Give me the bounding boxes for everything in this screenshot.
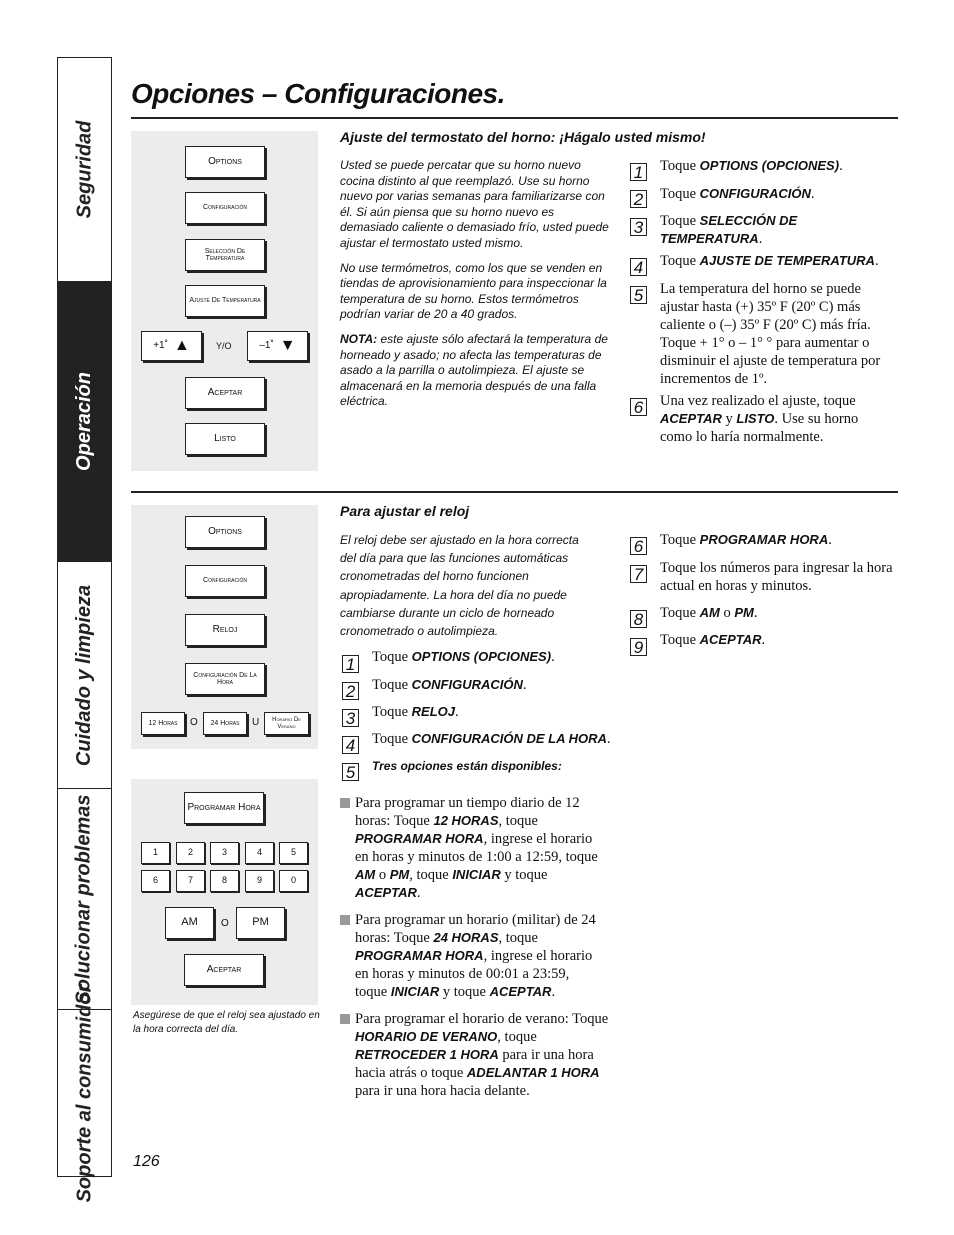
temp-adjust-button[interactable]: Ajuste De Temperatura: [185, 285, 265, 317]
set-clock-button[interactable]: Configuración De La Hora: [185, 663, 265, 695]
key-1[interactable]: 1: [141, 842, 170, 864]
clock-step-6: Toque PROGRAMAR HORA.: [660, 532, 832, 548]
key-name: INICIAR: [452, 867, 501, 882]
am-button[interactable]: AM: [165, 907, 214, 939]
plus-one-button[interactable]: [141, 331, 202, 361]
key-4[interactable]: 4: [245, 842, 274, 864]
key-name: PROGRAMAR HORA: [699, 532, 829, 547]
step-text: . Use su horno como lo haría normalmente.: [660, 411, 859, 445]
bullet-icon: [340, 1014, 350, 1024]
12-hours-button[interactable]: 12 Horas: [141, 712, 185, 735]
clock-caption: Asegúrese de que el reloj sea ajustado en la hora correcta del día.: [133, 1010, 320, 1035]
bullet-text: , toque: [497, 1029, 537, 1045]
step-text: Toque: [372, 677, 412, 693]
accept-button[interactable]: Aceptar: [184, 954, 264, 986]
program-time-button[interactable]: Programar Hora: [184, 792, 264, 824]
option-12-hours: [355, 794, 605, 902]
and-or-label: Y/O: [216, 341, 232, 351]
step-number: 9: [630, 638, 647, 656]
note-text: este ajuste sólo afectará la temperatura de horneado y asado; no afecta las temperaturas de asado a la parrilla o autolimpieza. El ajuste se almacenará en la memoria después de una falla eléctrica.: [340, 331, 608, 409]
minus-label: –1˚: [259, 339, 274, 351]
step-text: Toque: [372, 704, 412, 720]
thermostat-step-2: Toque CONFIGURACIÓN.: [660, 186, 815, 202]
thermostat-step-4: Toque AJUSTE DE TEMPERATURA.: [660, 253, 879, 269]
page-number: 126: [133, 1153, 160, 1170]
key-name: HORARIO DE VERANO: [355, 1029, 498, 1044]
section-tabs: [57, 57, 112, 1202]
bullet-text: , toque: [498, 930, 538, 946]
or-label: U: [252, 717, 260, 728]
key-5[interactable]: 5: [279, 842, 308, 864]
bullet-text: , toque: [409, 867, 453, 883]
tab-label: Cuidado y limpieza: [73, 584, 95, 766]
step-text: Toque: [660, 213, 700, 229]
key-name: RETROCEDER 1 HORA: [355, 1047, 499, 1062]
tab-operacion[interactable]: [58, 282, 111, 562]
ready-button[interactable]: Listo: [185, 423, 265, 455]
configuration-button[interactable]: Configuración: [185, 565, 265, 597]
key-9[interactable]: 9: [245, 870, 274, 892]
key-name: INICIAR: [390, 984, 440, 999]
intro-paragraph: Usted se puede percatar que su horno nuevo cocina distinto al que reemplazó. Use su horno nuevo por varias semanas para familiarizarse con él. Si aún piensa que su horno nuevo es demasiado caliente o demasiado frío, usted puede ajustar el termostato usted mismo.: [340, 158, 609, 250]
key-0[interactable]: 0: [279, 870, 308, 892]
step-text: Toque: [372, 731, 412, 747]
minus-one-button[interactable]: [247, 331, 308, 361]
key-name: OPTIONS (OPCIONES): [699, 158, 840, 173]
step-text: Toque: [660, 532, 700, 548]
option-daylight-saving: [355, 1010, 610, 1100]
step-text: Toque: [660, 158, 700, 174]
key-name: 12 HORAS: [433, 813, 499, 828]
step-number: 5: [342, 763, 359, 781]
key-name: 24 HORAS: [433, 930, 499, 945]
tab-seguridad[interactable]: [58, 58, 111, 282]
bullet-icon: [340, 798, 350, 808]
24-hours-button[interactable]: 24 Horas: [203, 712, 247, 735]
option-24-hours: [355, 911, 605, 1001]
step-number: 4: [630, 258, 647, 276]
step-text: y: [721, 411, 737, 427]
bullet-text: .: [416, 885, 421, 901]
or-label: O: [221, 918, 229, 929]
note-paragraph: [340, 332, 615, 410]
accept-button[interactable]: Aceptar: [185, 377, 265, 409]
tab-solucionar[interactable]: [58, 789, 111, 1010]
bullet-text: o: [375, 867, 390, 883]
step-number: 1: [630, 163, 647, 181]
daylight-saving-button[interactable]: Horario De Verano: [264, 712, 309, 735]
bullet-text: y toque: [439, 984, 490, 1000]
up-arrow-icon: ▲: [173, 336, 190, 354]
key-name: CONFIGURACIÓN DE LA HORA: [411, 731, 607, 746]
key-name: Tres opciones están disponibles:: [372, 759, 562, 773]
bullet-text: Para programar un tiempo diario de 12 horas: Toque: [355, 795, 580, 829]
clock-step-3: Toque RELOJ.: [372, 704, 459, 720]
key-7[interactable]: 7: [176, 870, 205, 892]
key-2[interactable]: 2: [176, 842, 205, 864]
bullet-text: , ingrese el horario en horas y minutos de 1:00 a 12:59, toque: [355, 831, 598, 865]
key-name: AJUSTE DE TEMPERATURA: [699, 253, 875, 268]
clock-step-9: Toque ACEPTAR.: [660, 632, 766, 648]
clock-step-7: Toque los números para ingresar la hora actual en horas y minutos.: [660, 560, 893, 594]
temp-selection-button[interactable]: Selección De Temperatura: [185, 239, 265, 271]
tab-label: Solucionar problemas: [73, 793, 95, 1005]
key-name: PM: [389, 867, 410, 882]
key-name: ACEPTAR: [660, 411, 722, 426]
step-number: 4: [342, 736, 359, 754]
step-number: 2: [630, 190, 647, 208]
key-name: LISTO: [736, 411, 775, 426]
bullet-text: para ir una hora hacia atrás o toque: [355, 1047, 594, 1081]
thermostat-intro: [340, 158, 615, 419]
title-rule: [131, 117, 898, 119]
section-rule: [131, 491, 898, 493]
tab-cuidado[interactable]: [58, 562, 111, 789]
thermostat-heading: Ajuste del termostato del horno: ¡Hágalo usted mismo!: [340, 129, 706, 145]
clock-button[interactable]: Reloj: [185, 614, 265, 646]
step-number: 2: [342, 682, 359, 700]
thermostat-step-6: [660, 392, 892, 446]
clock-step-4: Toque CONFIGURACIÓN DE LA HORA.: [372, 731, 611, 747]
clock-heading: Para ajustar el reloj: [340, 503, 470, 519]
pm-button[interactable]: PM: [236, 907, 285, 939]
step-text: Toque: [660, 253, 700, 269]
thermostat-step-5: La temperatura del horno se puede ajustar hasta (+) 35º F (20º C) más caliente o (–) 35º F (20º C) más fría. Toque + 1° o – 1° ° para aumentar o disminuir el ajuste de temperatura por incrementos de 1º.: [660, 281, 881, 387]
step-number: 3: [630, 218, 647, 236]
thermostat-step-3: Toque SELECCIÓN DE TEMPERATURA.: [660, 213, 798, 247]
key-name: ADELANTAR 1 HORA: [466, 1065, 600, 1080]
key-name: RELOJ: [411, 704, 455, 719]
step-number: 1: [342, 655, 359, 673]
tab-label: Operación: [73, 372, 96, 471]
key-name: PROGRAMAR HORA: [355, 831, 484, 846]
clock-intro: El reloj debe ser ajustado en la hora correcta del día para que las funciones automáticas cronometradas del horno funcionen apropiadamente. La hora del día no puede cambiarse durante un ciclo de horneado cronometrado o autolimpieza.: [340, 533, 579, 639]
clock-step-1: Toque OPTIONS (OPCIONES).: [372, 649, 555, 665]
step-number: 6: [630, 537, 647, 555]
or-label: O: [190, 717, 198, 728]
key-name: PM: [734, 605, 754, 620]
bullet-text: y toque: [500, 867, 548, 883]
step-number: 6: [630, 398, 647, 416]
key-name: OPTIONS (OPCIONES): [411, 649, 552, 664]
key-name: ACEPTAR: [355, 885, 417, 900]
down-arrow-icon: ▼: [279, 336, 296, 354]
clock-step-5: [372, 757, 632, 775]
key-name: PROGRAMAR HORA: [355, 948, 484, 963]
step-number: 5: [630, 286, 647, 304]
tab-label: Seguridad: [73, 120, 96, 219]
step-number: 8: [630, 610, 647, 628]
page-title: Opciones – Configuraciones.: [131, 78, 505, 109]
step-text: Toque: [660, 632, 700, 648]
step-text: Una vez realizado el ajuste, toque: [660, 393, 856, 409]
key-name: ACEPTAR: [489, 984, 552, 999]
key-name: CONFIGURACIÓN: [411, 677, 523, 692]
note-label: NOTA:: [340, 331, 378, 346]
bullet-text: para ir una hora hacia delante.: [355, 1083, 530, 1099]
tab-label: Soporte al consumidor: [73, 984, 95, 1202]
tab-soporte[interactable]: [58, 984, 111, 1202]
plus-label: +1˚: [153, 339, 168, 351]
step-text: Toque: [660, 605, 700, 621]
bullet-text: Para programar un horario (militar) de 24 horas: Toque: [355, 912, 596, 946]
options-button[interactable]: Options: [185, 146, 265, 178]
key-name: ACEPTAR: [699, 632, 762, 647]
configuration-button[interactable]: Configuración: [185, 192, 265, 224]
clock-step-8: Toque AM o PM.: [660, 605, 758, 621]
key-6[interactable]: 6: [141, 870, 170, 892]
bullet-text: , ingrese el horario en horas y minutos de 00:01 a 23:59, toque: [355, 948, 593, 1000]
key-name: AM: [355, 867, 376, 882]
clock-step-2: Toque CONFIGURACIÓN.: [372, 677, 527, 693]
thermostat-step-1: Toque OPTIONS (OPCIONES).: [660, 158, 843, 174]
step-number: 7: [630, 565, 647, 583]
intro-paragraph: No use termómetros, como los que se venden en tiendas de aprovisionamiento para inspeccionar la temperatura de su horno. Estos termómetros podrían variar de 20 a 40 grados.: [340, 260, 607, 322]
key-8[interactable]: 8: [210, 870, 239, 892]
step-number: 3: [342, 709, 359, 727]
bullet-text: .: [551, 984, 556, 1000]
key-3[interactable]: 3: [210, 842, 239, 864]
key-name: AM: [699, 605, 720, 620]
key-name: CONFIGURACIÓN: [699, 186, 811, 201]
bullet-text: Para programar el horario de verano: Toque: [355, 1011, 609, 1027]
bullet-text: , toque: [498, 813, 538, 829]
step-text: Toque: [372, 649, 412, 665]
bullet-icon: [340, 915, 350, 925]
options-button[interactable]: Options: [185, 516, 265, 548]
step-text: Toque: [660, 186, 700, 202]
key-name: SELECCIÓN DE TEMPERATURA: [660, 213, 798, 246]
